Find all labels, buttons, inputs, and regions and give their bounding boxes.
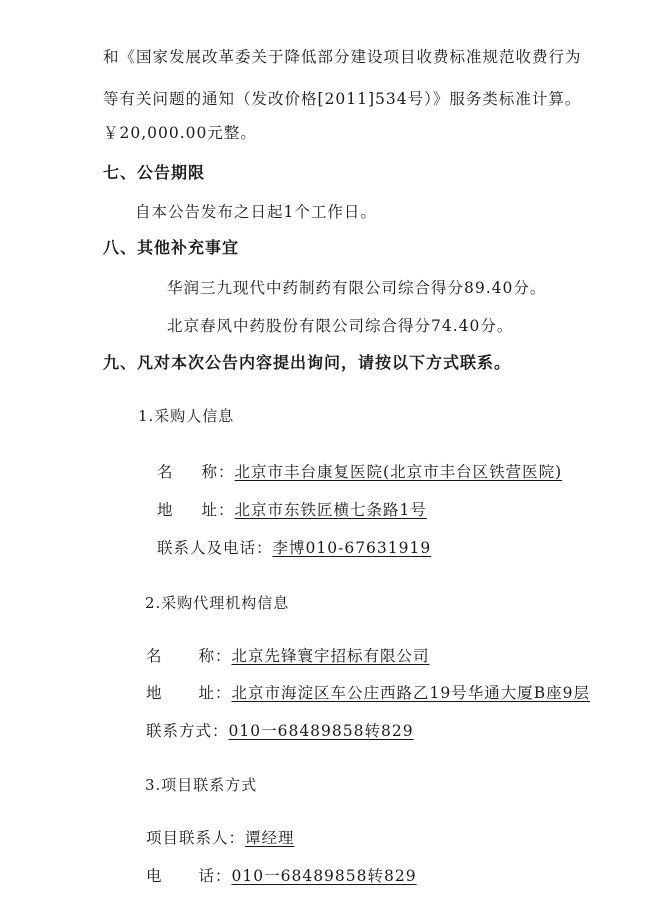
fee-amount: ￥20,000.00元整。 — [103, 124, 257, 142]
agency-name-value: 北京先锋寰宇招标有限公司 — [231, 647, 430, 665]
agency-address-label-a: 地 — [146, 684, 163, 702]
agency-name-row — [146, 645, 430, 667]
agency-address-label-b: 址： — [198, 684, 232, 702]
purchaser-address-label-a: 地 — [157, 501, 174, 519]
fee-text-line-2: 等有关问题的通知（发改价格[2011]534号）》服务类标准计算。 — [103, 90, 582, 108]
purchaser-name-label-a: 名 — [157, 463, 174, 481]
section-8-heading: 八、其他补充事宜 — [103, 238, 240, 257]
project-phone-label-a: 电 — [146, 867, 163, 885]
project-person-label: 项目联系人： — [146, 829, 246, 847]
purchaser-name-value: 北京市丰台康复医院(北京市丰台区铁营医院) — [234, 463, 563, 481]
project-person-value: 谭经理 — [245, 829, 295, 847]
section-7-body: 自本公告发布之日起1个工作日。 — [135, 203, 377, 221]
agency-contact-value: 010一68489858转829 — [228, 722, 414, 740]
project-contact-heading: 3.项目联系方式 — [145, 776, 258, 794]
fee-text-line-1: 和《国家发展改革委关于降低部分建设项目收费标准规范收费行为 — [103, 48, 582, 66]
purchaser-name-label-b: 称： — [201, 463, 235, 481]
purchaser-address-row — [157, 499, 427, 521]
purchaser-contact-label: 联系人及电话： — [157, 539, 273, 557]
purchaser-contact-value: 李博010-67631919 — [272, 539, 432, 557]
agency-address-row — [146, 682, 590, 704]
project-phone-label-b: 话： — [198, 867, 232, 885]
agency-name-label-a: 名 — [146, 647, 163, 665]
agency-address-value: 北京市海淀区车公庄西路乙19号华通大厦B座9层 — [231, 684, 591, 702]
score-line-2: 北京春风中药股份有限公司综合得分74.40分。 — [167, 317, 514, 335]
project-phone-row — [146, 865, 417, 887]
agency-name-label-b: 称： — [198, 647, 232, 665]
purchaser-address-label-b: 址： — [201, 501, 235, 519]
score-line-1: 华润三九现代中药制药有限公司综合得分89.40分。 — [167, 279, 547, 297]
agency-heading: 2.采购代理机构信息 — [145, 594, 290, 612]
agency-contact-label: 联系方式： — [146, 722, 229, 740]
purchaser-name-row — [157, 461, 562, 483]
purchaser-contact-row — [157, 537, 431, 559]
section-9-heading: 九、凡对本次公告内容提出询问，请按以下方式联系。 — [103, 353, 512, 372]
purchaser-address-value: 北京市东铁匠横七条路1号 — [234, 501, 427, 519]
project-phone-value: 010一68489858转829 — [231, 867, 417, 885]
section-7-heading: 七、公告期限 — [103, 163, 206, 182]
project-person-row — [146, 827, 295, 849]
purchaser-heading: 1.采购人信息 — [138, 407, 235, 425]
agency-contact-row — [146, 720, 414, 742]
